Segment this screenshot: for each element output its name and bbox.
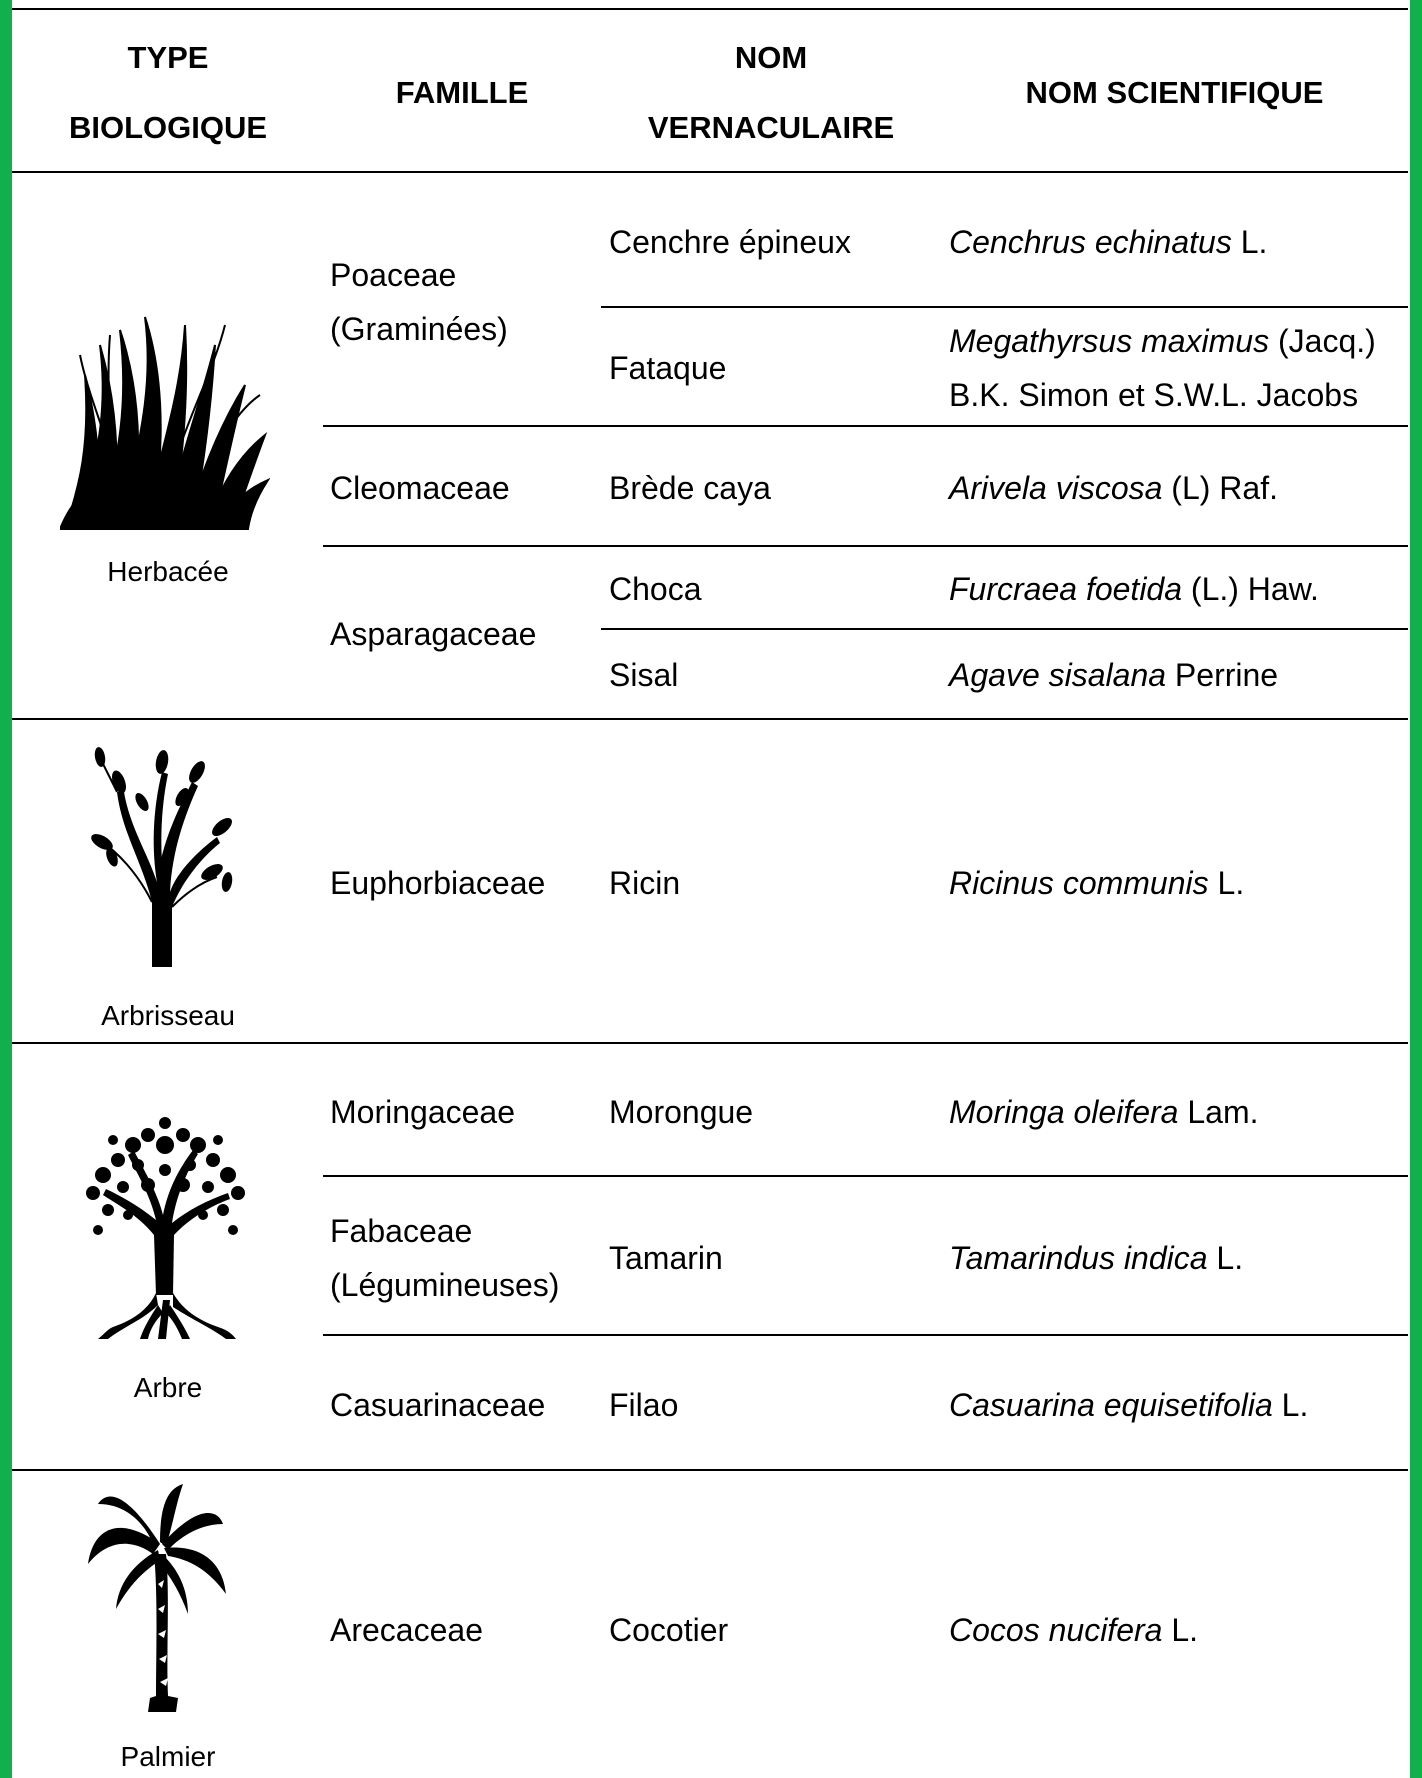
- rule-row: [323, 1334, 1408, 1336]
- famille-cell: Fabaceae (Légumineuses): [330, 1213, 560, 1303]
- rule-row: [601, 628, 1408, 630]
- frame-left: [0, 0, 12, 1778]
- vernaculaire-cell: Brède caya: [609, 470, 771, 506]
- rule-header: [12, 171, 1408, 173]
- famille-cell: Casuarinaceae: [330, 1387, 546, 1423]
- palm-tree-icon: [88, 1484, 228, 1719]
- type-label-herbacee: Herbacée: [107, 556, 229, 587]
- rule-row: [601, 306, 1408, 308]
- famille-cell: Poaceae (Graminées): [330, 257, 508, 347]
- scientifique-cell: Agave sisalana Perrine: [949, 657, 1279, 693]
- vernaculaire-cell: Cenchre épineux: [609, 224, 851, 260]
- type-label-palmier: Palmier: [120, 1741, 216, 1772]
- famille-cell: Moringaceae: [330, 1094, 515, 1130]
- shrub-icon: [82, 742, 242, 972]
- scientifique-cell: Ricinus communis L.: [949, 865, 1245, 901]
- rule-row: [323, 1175, 1408, 1177]
- rule-row: [323, 545, 1408, 547]
- vernaculaire-cell: Ricin: [609, 865, 681, 901]
- vernaculaire-cell: Choca: [609, 571, 702, 607]
- scientifique-cell: Arivela viscosa (L) Raf.: [949, 470, 1278, 506]
- frame-right: [1410, 0, 1422, 1778]
- grass-icon: [60, 315, 270, 535]
- scientifique-cell: Casuarina equisetifolia L.: [949, 1387, 1309, 1423]
- vernaculaire-cell: Cocotier: [609, 1612, 729, 1648]
- vernaculaire-cell: Morongue: [609, 1094, 754, 1130]
- famille-cell: Euphorbiaceae: [330, 865, 546, 901]
- header-nom-scientifique: NOM SCIENTIFIQUE: [1025, 75, 1324, 110]
- header-famille: FAMILLE: [395, 75, 529, 110]
- vernaculaire-cell: Tamarin: [609, 1240, 723, 1276]
- scientifique-cell: Furcraea foetida (L.) Haw.: [949, 571, 1319, 607]
- scientifique-cell: Tamarindus indica L.: [949, 1240, 1244, 1276]
- famille-cell: Cleomaceae: [330, 470, 510, 506]
- famille-cell: Asparagaceae: [330, 616, 537, 652]
- vernaculaire-cell: Filao: [609, 1387, 679, 1423]
- rule-top: [12, 8, 1408, 10]
- scientifique-cell: Moringa oleifera Lam.: [949, 1094, 1259, 1130]
- scientifique-cell: Megathyrsus maximus (Jacq.) B.K. Simon et S.W.L. Jacobs: [949, 323, 1376, 413]
- type-label-arbre: Arbre: [133, 1372, 203, 1403]
- famille-cell: Arecaceae: [330, 1612, 483, 1648]
- rule-group: [12, 718, 1408, 720]
- type-label-arbrisseau: Arbrisseau: [101, 1000, 235, 1031]
- header-nom-vernaculaire: NOM VERNACULAIRE: [647, 40, 895, 145]
- rule-row: [323, 425, 1408, 427]
- header-type: TYPE BIOLOGIQUE: [68, 40, 268, 145]
- scientifique-cell: Cenchrus echinatus L.: [949, 224, 1268, 260]
- vernaculaire-cell: Fataque: [609, 350, 727, 386]
- tree-icon: [78, 1115, 253, 1345]
- vernaculaire-cell: Sisal: [609, 657, 679, 693]
- rule-group: [12, 1469, 1408, 1471]
- scientifique-cell: Cocos nucifera L.: [949, 1612, 1199, 1648]
- rule-group: [12, 1042, 1408, 1044]
